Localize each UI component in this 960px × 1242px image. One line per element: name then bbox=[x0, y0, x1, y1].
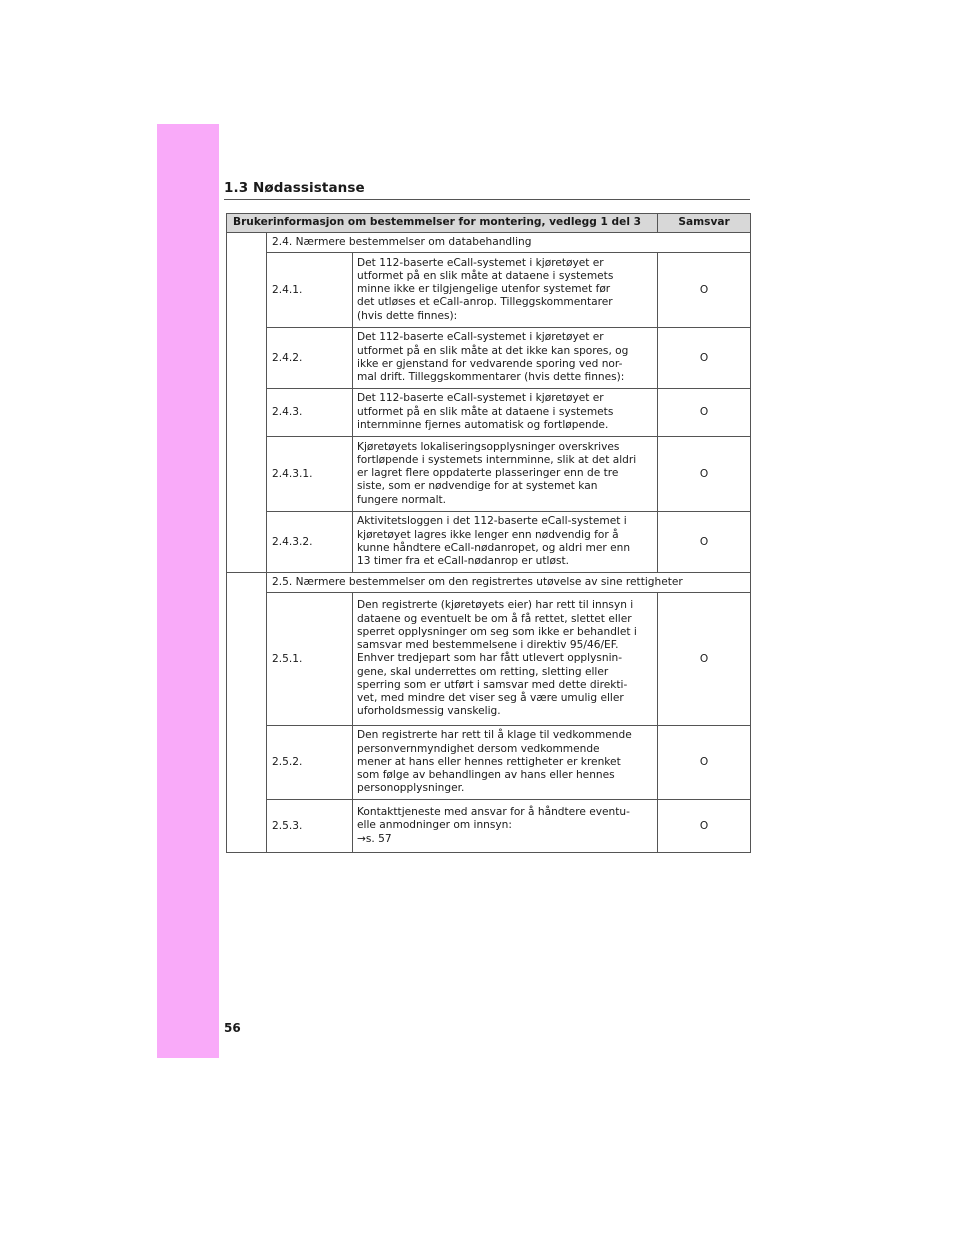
row-text-line: personopplysninger. bbox=[357, 782, 465, 795]
row-text-line: Det 112-baserte eCall-systemet i kjøretøyet er bbox=[357, 392, 604, 405]
compliance-value: O bbox=[658, 512, 751, 573]
row-text-line: Det 112-baserte eCall-systemet i kjøretøyet er bbox=[357, 331, 604, 344]
table-row bbox=[227, 253, 751, 328]
row-number: 2.4.2. bbox=[267, 328, 353, 389]
row-text-line: personvernmyndighet dersom vedkommende bbox=[357, 742, 600, 755]
group-title: 2.5. Nærmere bestemmelser om den registrertes utøvelse av sine rettigheter bbox=[267, 573, 751, 593]
row-number: 2.5.1. bbox=[267, 593, 353, 726]
row-text-line: Kontakttjeneste med ansvar for å håndtere eventu- bbox=[357, 806, 630, 819]
table-header-row bbox=[227, 214, 751, 233]
compliance-value: O bbox=[658, 437, 751, 512]
row-number: 2.4.3.2. bbox=[267, 512, 353, 573]
table-row bbox=[227, 726, 751, 800]
row-text-line: mener at hans eller hennes rettigheter er krenket bbox=[357, 755, 621, 768]
row-text bbox=[353, 726, 658, 800]
row-text bbox=[353, 389, 658, 437]
table-row bbox=[227, 593, 751, 726]
row-text-line: er lagret flere oppdaterte plasseringer enn de tre bbox=[357, 467, 619, 480]
table-row bbox=[227, 328, 751, 389]
spec-table bbox=[226, 213, 751, 853]
header-compliance-col: Samsvar bbox=[658, 214, 751, 233]
compliance-value: O bbox=[658, 593, 751, 726]
row-text-line: mal drift. Tilleggskommentarer (hvis dette finnes): bbox=[357, 370, 625, 383]
compliance-value: O bbox=[658, 253, 751, 328]
row-text-line: Enhver tredjepart som har fått utlevert opplysnin- bbox=[357, 652, 623, 665]
section-title: 1.3 Nødassistanse bbox=[224, 180, 365, 196]
row-text-line: utformet på en slik måte at dataene i systemets bbox=[357, 405, 614, 418]
page-number: 56 bbox=[224, 1021, 241, 1035]
row-text bbox=[353, 512, 658, 573]
row-text-line: Den registrerte har rett til å klage til vedkommende bbox=[357, 729, 632, 742]
group-indent-cell bbox=[227, 233, 267, 573]
table-row bbox=[227, 437, 751, 512]
row-text-line: det utløses et eCall-anrop. Tilleggskommentarer bbox=[357, 296, 613, 309]
group-heading-row bbox=[227, 573, 751, 593]
row-text-line: elle anmodninger om innsyn: bbox=[357, 819, 512, 832]
row-text-line: Det 112-baserte eCall-systemet i kjøretøyet er bbox=[357, 256, 604, 269]
row-text bbox=[353, 328, 658, 389]
row-text-line: fungere normalt. bbox=[357, 493, 447, 506]
row-text-line: ikke er gjenstand for vedvarende sporing ved nor- bbox=[357, 357, 623, 370]
row-text-line: minne ikke er tilgjengelige utenfor systemet før bbox=[357, 283, 611, 296]
row-text-line: internminne fjernes automatisk og fortløpende. bbox=[357, 418, 609, 431]
compliance-value: O bbox=[658, 800, 751, 853]
row-text-line: utformet på en slik måte at dataene i systemets bbox=[357, 269, 614, 282]
group-heading-row bbox=[227, 233, 751, 253]
row-text-line: Den registrerte (kjøretøyets eier) har rett til innsyn i bbox=[357, 599, 634, 612]
row-text-line: siste, som er nødvendige for at systemet kan bbox=[357, 480, 598, 493]
row-text-line: som følge av behandlingen av hans eller hennes bbox=[357, 769, 615, 782]
row-text-line: fortløpende i systemets internminne, slik at det aldri bbox=[357, 453, 637, 466]
header-info-col: Brukerinformasjon om bestemmelser for montering, vedlegg 1 del 3 bbox=[227, 214, 658, 233]
chapter-side-tab bbox=[157, 124, 219, 1058]
row-text-line: Aktivitetsloggen i det 112-baserte eCall-systemet i bbox=[357, 515, 627, 528]
compliance-value: O bbox=[658, 389, 751, 437]
row-text-line: kjøretøyet lagres ikke lenger enn nødvendig for å bbox=[357, 528, 619, 541]
row-text-line: →s. 57 bbox=[357, 832, 392, 845]
row-text-line: utformet på en slik måte at det ikke kan spores, og bbox=[357, 344, 629, 357]
row-text-line: sperring som er utført i samsvar med dette direkti- bbox=[357, 678, 628, 691]
row-text-line: 13 timer fra et eCall-nødanrop er utløst. bbox=[357, 554, 569, 567]
row-text bbox=[353, 800, 658, 853]
row-number: 2.4.3.1. bbox=[267, 437, 353, 512]
row-text bbox=[353, 593, 658, 726]
compliance-value: O bbox=[658, 726, 751, 800]
row-number: 2.5.2. bbox=[267, 726, 353, 800]
section-rule bbox=[224, 199, 750, 200]
group-title: 2.4. Nærmere bestemmelser om databehandling bbox=[267, 233, 751, 253]
table-row bbox=[227, 512, 751, 573]
table-row bbox=[227, 389, 751, 437]
row-text-line: uforholdsmessig vanskelig. bbox=[357, 705, 501, 718]
table-row bbox=[227, 800, 751, 853]
table-body bbox=[227, 233, 751, 853]
row-number: 2.4.1. bbox=[267, 253, 353, 328]
row-text-line: sperret opplysninger om seg som ikke er behandlet i bbox=[357, 625, 637, 638]
row-text-line: vet, med mindre det viser seg å være umulig eller bbox=[357, 691, 624, 704]
row-text-line: samsvar med bestemmelsene i direktiv 95/46/EF. bbox=[357, 639, 619, 652]
compliance-value: O bbox=[658, 328, 751, 389]
row-number: 2.5.3. bbox=[267, 800, 353, 853]
row-text bbox=[353, 253, 658, 328]
row-text-line: kunne håndtere eCall-nødanropet, og aldri mer enn bbox=[357, 541, 631, 554]
row-text-line: dataene og eventuelt be om å få rettet, slettet eller bbox=[357, 612, 632, 625]
row-text-line: Kjøretøyets lokaliseringsopplysninger overskrives bbox=[357, 440, 620, 453]
row-text-line: gene, skal underrettes om retting, sletting eller bbox=[357, 665, 609, 678]
group-indent-cell bbox=[227, 573, 267, 853]
row-number: 2.4.3. bbox=[267, 389, 353, 437]
row-text-line: (hvis dette finnes): bbox=[357, 309, 458, 322]
row-text bbox=[353, 437, 658, 512]
